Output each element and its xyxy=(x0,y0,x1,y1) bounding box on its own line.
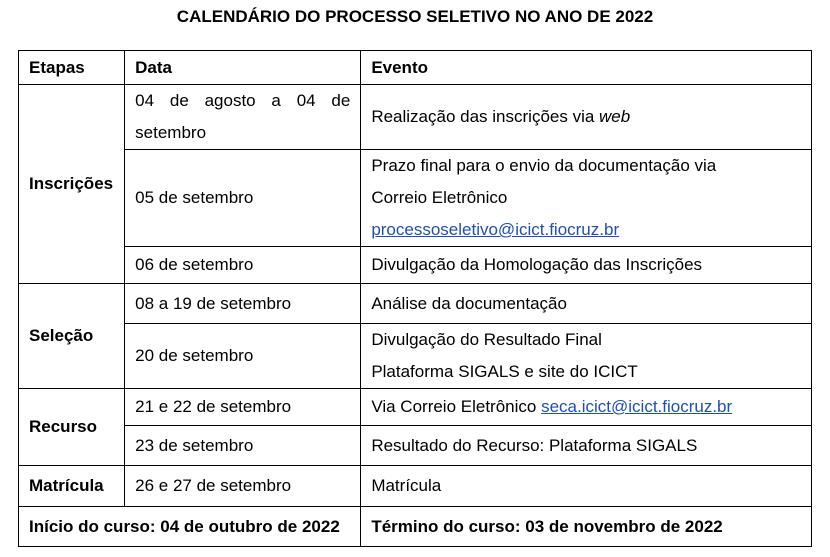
event-line: Plataforma SIGALS e site do ICICT xyxy=(371,362,638,381)
row-date: 21 e 22 de setembro xyxy=(125,389,361,426)
row-date: 23 de setembro xyxy=(125,426,361,466)
table-header-row xyxy=(19,51,812,85)
row-event: Matrícula xyxy=(361,466,812,507)
calendar-table xyxy=(18,50,812,547)
stage-matricula: Matrícula xyxy=(19,466,125,507)
table-row xyxy=(19,247,812,284)
event-emphasis: web xyxy=(599,107,631,126)
row-date: 20 de setembro xyxy=(125,324,361,389)
table-footer-row xyxy=(19,507,812,547)
event-line: Prazo final para o envio da documentação via xyxy=(371,156,717,175)
event-text: Realização das inscrições via xyxy=(371,107,600,126)
row-date: 05 de setembro xyxy=(125,150,361,247)
course-end: Término do curso: 03 de novembro de 2022 xyxy=(361,507,812,547)
header-etapas: Etapas xyxy=(19,51,125,85)
row-event: Divulgação da Homologação das Inscrições xyxy=(361,247,812,284)
row-event xyxy=(361,324,812,389)
row-event xyxy=(361,389,812,426)
row-event: Resultado do Recurso: Plataforma SIGALS xyxy=(361,426,812,466)
email-link[interactable]: seca.icict@icict.fiocruz.br xyxy=(541,397,733,416)
event-text: Via Correio Eletrônico xyxy=(371,397,542,416)
course-start: Início do curso: 04 de outubro de 2022 xyxy=(19,507,361,547)
document-title: CALENDÁRIO DO PROCESSO SELETIVO NO ANO DE 2022 xyxy=(176,7,654,26)
row-date: 06 de setembro xyxy=(125,247,361,284)
header-data: Data xyxy=(125,51,361,85)
stage-selecao: Seleção xyxy=(19,284,125,389)
event-line: Divulgação do Resultado Final xyxy=(371,330,602,349)
row-event: Análise da documentação xyxy=(361,284,812,324)
table-row xyxy=(19,85,812,150)
row-date: 04 de agosto a 04 de setembro xyxy=(125,85,361,150)
table-row xyxy=(19,324,812,389)
stage-recurso: Recurso xyxy=(19,389,125,466)
row-event xyxy=(361,85,812,150)
table-row xyxy=(19,389,812,426)
row-date: 08 a 19 de setembro xyxy=(125,284,361,324)
row-event xyxy=(361,150,812,247)
email-link[interactable]: processoseletivo@icict.fiocruz.br xyxy=(371,220,620,239)
stage-inscricoes: Inscrições xyxy=(19,85,125,284)
header-evento: Evento xyxy=(361,51,812,85)
table-row xyxy=(19,284,812,324)
table-row xyxy=(19,426,812,466)
table-row xyxy=(19,150,812,247)
event-line: Correio Eletrônico xyxy=(371,188,508,207)
table-row xyxy=(19,466,812,507)
row-date: 26 e 27 de setembro xyxy=(125,466,361,507)
